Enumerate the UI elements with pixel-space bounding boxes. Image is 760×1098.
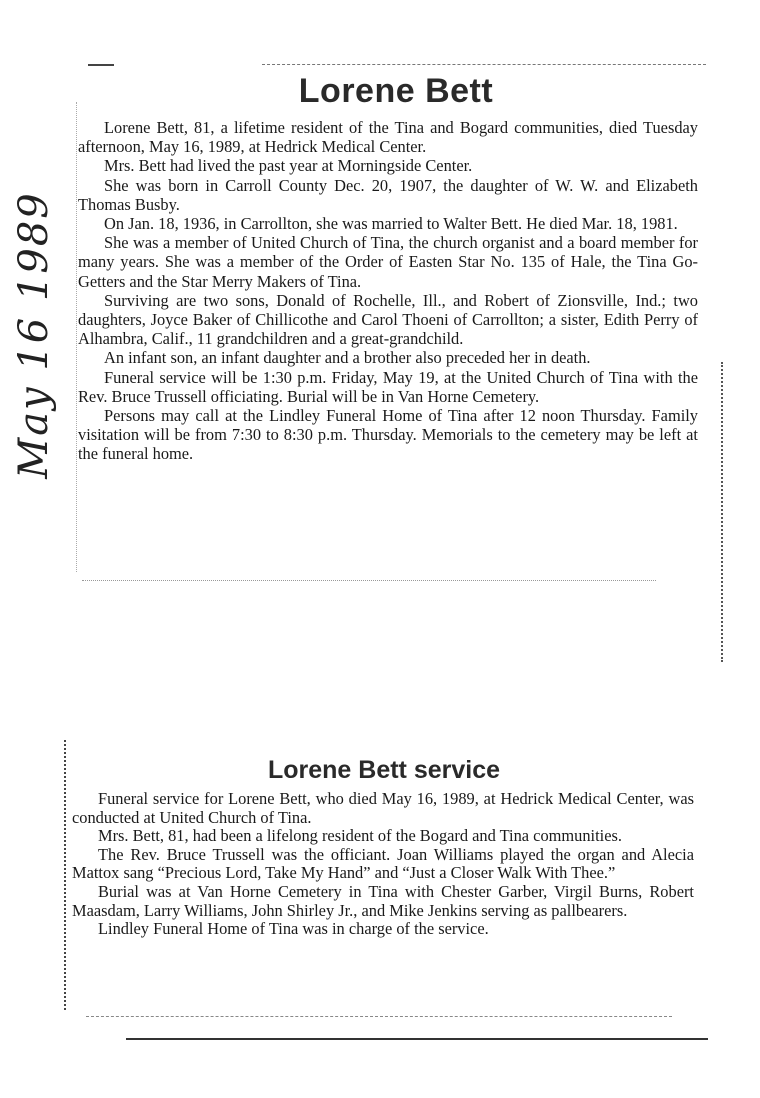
- service-paragraph: Funeral service for Lorene Bett, who died May 16, 1989, at Hedrick Medical Center, was conducted at United Church of Tina.: [72, 789, 694, 827]
- obituary-paragraph: Surviving are two sons, Donald of Rochelle, Ill., and Robert of Zionsville, Ind.; two daughters, Joyce Baker of Chillicothe and Carol Thoeni of Carrollton; a sister, Edith Perry of Alhambra, Calif., 11 grandchildren and a great-grandchild.: [78, 290, 698, 349]
- obituary-clipping: [76, 62, 716, 590]
- clipping-edge-bottom: [126, 1038, 708, 1040]
- obituary-body: [78, 118, 698, 464]
- clipping-edge-right: [721, 362, 724, 662]
- obituary-paragraph: Lorene Bett, 81, a lifetime resident of the Tina and Bogard communities, died Tuesday afternoon, May 16, 1989, at Hedrick Medical Center.: [78, 118, 698, 157]
- obituary-paragraph: On Jan. 18, 1936, in Carrollton, she was married to Walter Bett. He died Mar. 18, 1981.: [104, 214, 678, 234]
- clipping-edge-bottom-faint: [86, 1016, 672, 1018]
- service-paragraph: Mrs. Bett, 81, had been a lifelong resident of the Bogard and Tina communities.: [98, 826, 622, 846]
- clipping-edge-bottom: [82, 580, 656, 582]
- service-paragraph: The Rev. Bruce Trussell was the officiant. Joan Williams played the organ and Alecia Mattox sang “Precious Lord, Take My Hand” and “Just a Closer Walk With Thee.”: [72, 844, 694, 883]
- clipping-edge-top: [262, 64, 706, 66]
- service-paragraph: Lindley Funeral Home of Tina was in charge of the service.: [98, 919, 489, 939]
- service-headline: Lorene Bett service: [267, 756, 501, 784]
- obituary-paragraph: An infant son, an infant daughter and a brother also preceded her in death.: [104, 348, 591, 368]
- obituary-paragraph: She was a member of United Church of Tina, the church organist and a board member for many years. She was a member of the Order of Easten Star No. 135 of Hale, the Tina Go-Getters and the Star Merry Makers of Tina.: [78, 233, 698, 291]
- obituary-paragraph: Persons may call at the Lindley Funeral Home of Tina after 12 noon Thursday. Family visitation will be from 7:30 to 8:30 p.m. Thursday. Memorials to the cemetery may be left at the funeral home.: [78, 406, 698, 464]
- obituary-paragraph: Mrs. Bett had lived the past year at Morningside Center.: [104, 156, 473, 176]
- service-paragraph: Burial was at Van Horne Cemetery in Tina with Chester Garber, Virgil Burns, Robert Maasdam, Larry Williams, John Shirley Jr., and Mike Jenkins serving as pallbearers.: [72, 881, 694, 920]
- obituary-headline: Lorene Bett: [298, 72, 494, 110]
- service-clipping: [66, 748, 702, 1048]
- obituary-paragraph: Funeral service will be 1:30 p.m. Friday, May 19, at the United Church of Tina with the Rev. Bruce Trussell officiating. Burial will be in Van Horne Cemetery.: [78, 367, 698, 406]
- service-body: [72, 790, 694, 939]
- handwritten-date-text: May 16 1989: [11, 191, 57, 479]
- obituary-paragraph: She was born in Carroll County Dec. 20, 1907, the daughter of W. W. and Elizabeth Thomas Busby.: [78, 175, 698, 214]
- handwritten-date-note: [4, 191, 64, 479]
